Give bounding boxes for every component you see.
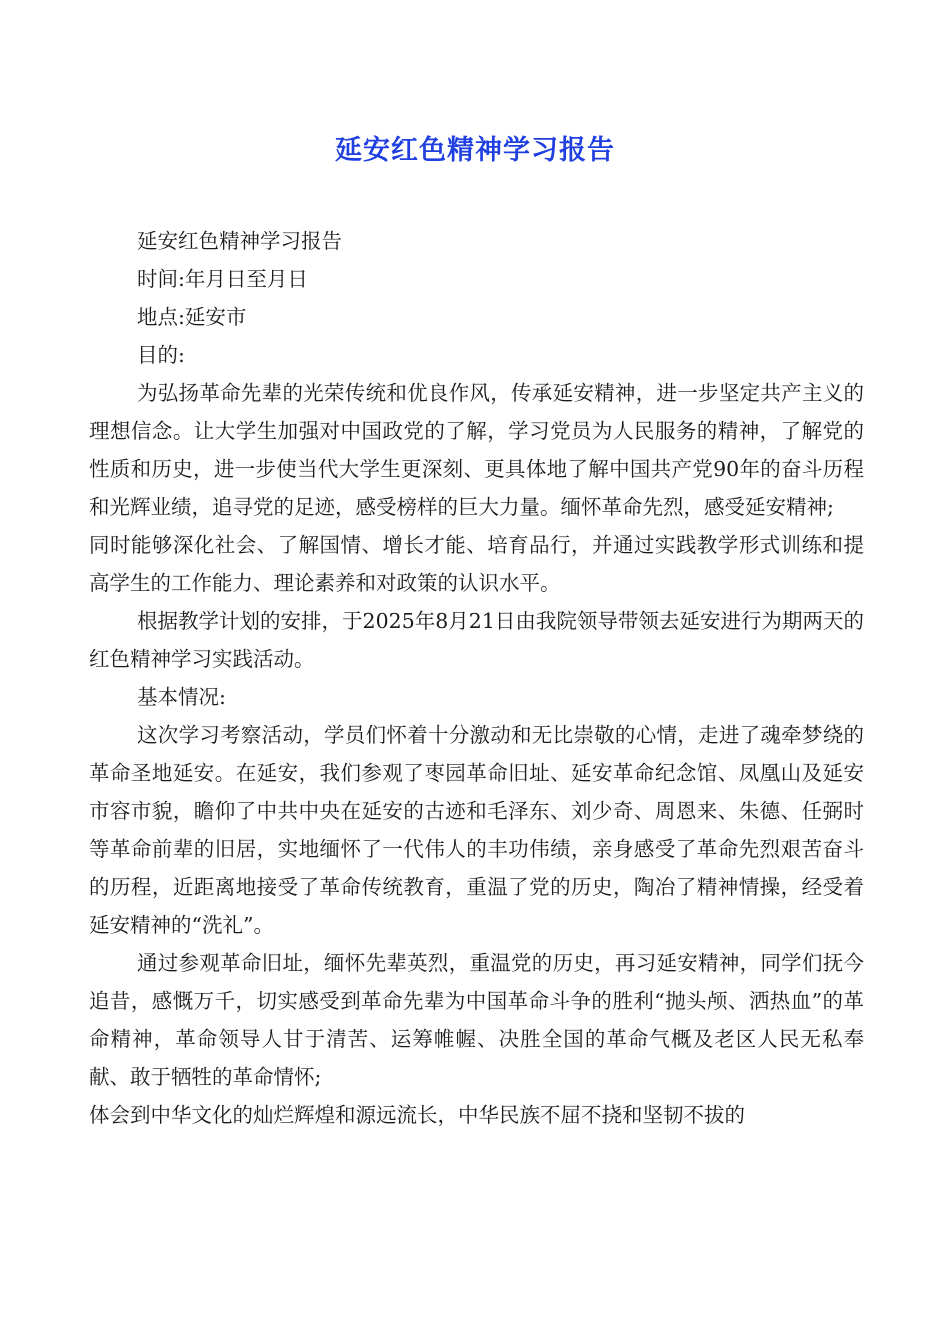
document-body: [89, 222, 864, 1134]
paragraph-report-heading: 延安红色精神学习报告: [137, 229, 342, 253]
paragraph-basic-info-label: 基本情况:: [137, 685, 226, 709]
paragraph-schedule: 根据教学计划的安排，于2025年8月21日由我院领导带领去延安进行为期两天的红色精神学习实践活动。: [89, 609, 864, 671]
paragraph-purpose-label: 目的:: [137, 343, 185, 367]
document-title: 延安红色精神学习报告: [335, 135, 615, 166]
paragraph-purpose: 为弘扬革命先辈的光荣传统和优良作风，传承延安精神，进一步坚定共产主义的理想信念。让大学生加强对中国政党的了解，学习党员为人民服务的精神，了解党的性质和历史，进一步使当代大学生更深刻、更具体地了解中国共产党90年的奋斗历程和光辉业绩，追寻党的足迹，感受榜样的巨大力量。缅怀革命先烈，感受延安精神;: [89, 381, 864, 519]
paragraph-location: 地点:延安市: [137, 305, 247, 329]
paragraph-basic-info: 这次学习考察活动，学员们怀着十分激动和无比崇敬的心情，走进了魂牵梦绕的革命圣地延安。在延安，我们参观了枣园革命旧址、延安革命纪念馆、凤凰山及延安市容市貌，瞻仰了中共中央在延安的古迹和毛泽东、刘少奇、周恩来、朱德、任弼时等革命前辈的旧居，实地缅怀了一代伟人的丰功伟绩，亲身感受了革命先烈艰苦奋斗的历程，近距离地接受了革命传统教育，重温了党的历史，陶冶了精神情操，经受着延安精神的“洗礼”。: [89, 723, 864, 937]
paragraph-purpose-continued: 同时能够深化社会、了解国情、增长才能、培育品行，并通过实践教学形式训练和提高学生的工作能力、理论素养和对政策的认识水平。: [89, 533, 864, 595]
paragraph-culture: 体会到中华文化的灿烂辉煌和源远流长，中华民族不屈不挠和坚韧不拔的: [89, 1103, 745, 1127]
paragraph-reflection: 通过参观革命旧址，缅怀先辈英烈，重温党的历史，再习延安精神，同学们抚今追昔，感慨万千，切实感受到革命先辈为中国革命斗争的胜利“抛头颅、洒热血”的革命精神，革命领导人甘于清苦、运筹帷幄、决胜全国的革命气概及老区人民无私奉献、敢于牺牲的革命情怀;: [89, 951, 864, 1089]
paragraph-time: 时间:年月日至月日: [137, 267, 308, 291]
